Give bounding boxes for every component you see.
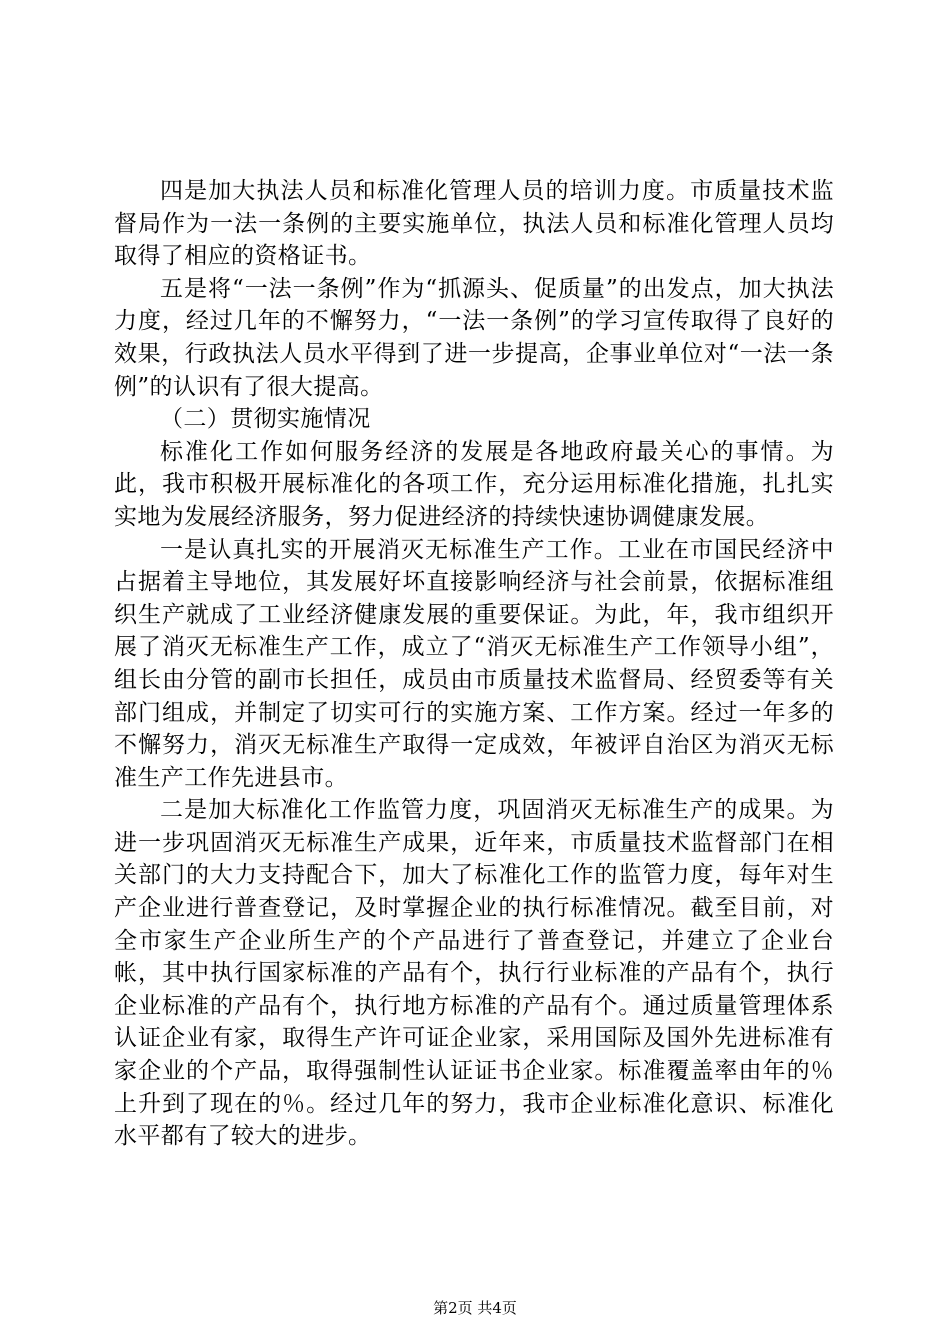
paragraph-eliminate-nonstandard: 一是认真扎实的开展消灭无标准生产工作。工业在市国民经济中占据着主导地位，其发展好坏直接影响经济与社会前景，依据标准组织生产就成了工业经济健康发展的重要保证。为此，年，我市组织开展了消灭无标准生产工作，成立了“消灭无标准生产工作领导小组”，组长由分管的副市长担任，成员由市质量技术监督局、经贸委等有关部门组成，并制定了切实可行的实施方案、工作方案。经过一年多的不懈努力，消灭无标准生产取得一定成效，年被评自治区为消灭无标准生产工作先进县市。 (114, 536, 834, 791)
document-body (114, 175, 834, 1153)
section-heading-implementation: （二）贯彻实施情况 (160, 406, 371, 433)
page-footer: 第2页 共4页 (433, 1299, 517, 1317)
paragraph-supervision: 二是加大标准化工作监管力度，巩固消灭无标准生产的成果。为进一步巩固消灭无标准生产成果，近年来，市质量技术监督部门在相关部门的大力支持配合下，加大了标准化工作的监管力度，每年对生产企业进行普查登记，及时掌握企业的执行标准情况。截至目前，对全市家生产企业所生产的个产品进行了普查登记，并建立了企业台帐，其中执行国家标准的产品有个，执行行业标准的产品有个，执行企业标准的产品有个，执行地方标准的产品有个。通过质量管理体系认证企业有家，取得生产许可证企业家，采用国际及国外先进标准有家企业的个产品，取得强制性认证证书企业家。标准覆盖率由年的％上升到了现在的％。经过几年的努力，我市企业标准化意识、标准化水平都有了较大的进步。 (114, 797, 834, 1150)
paragraph-enforcement: 五是将“一法一条例”作为“抓源头、促质量”的出发点，加大执法力度，经过几年的不懈努力，“一法一条例”的学习宣传取得了良好的效果，行政执法人员水平得到了进一步提高，企事业单位对“一法一条例”的认识有了很大提高。 (114, 275, 834, 400)
paragraph-training: 四是加大执法人员和标准化管理人员的培训力度。市质量技术监督局作为一法一条例的主要实施单位，执法人员和标准化管理人员均取得了相应的资格证书。 (114, 178, 834, 270)
paragraph-standardization-intro: 标准化工作如何服务经济的发展是各地政府最关心的事情。为此，我市积极开展标准化的各项工作，充分运用标准化措施，扎扎实实地为发展经济服务，努力促进经济的持续快速协调健康发展。 (114, 438, 834, 530)
